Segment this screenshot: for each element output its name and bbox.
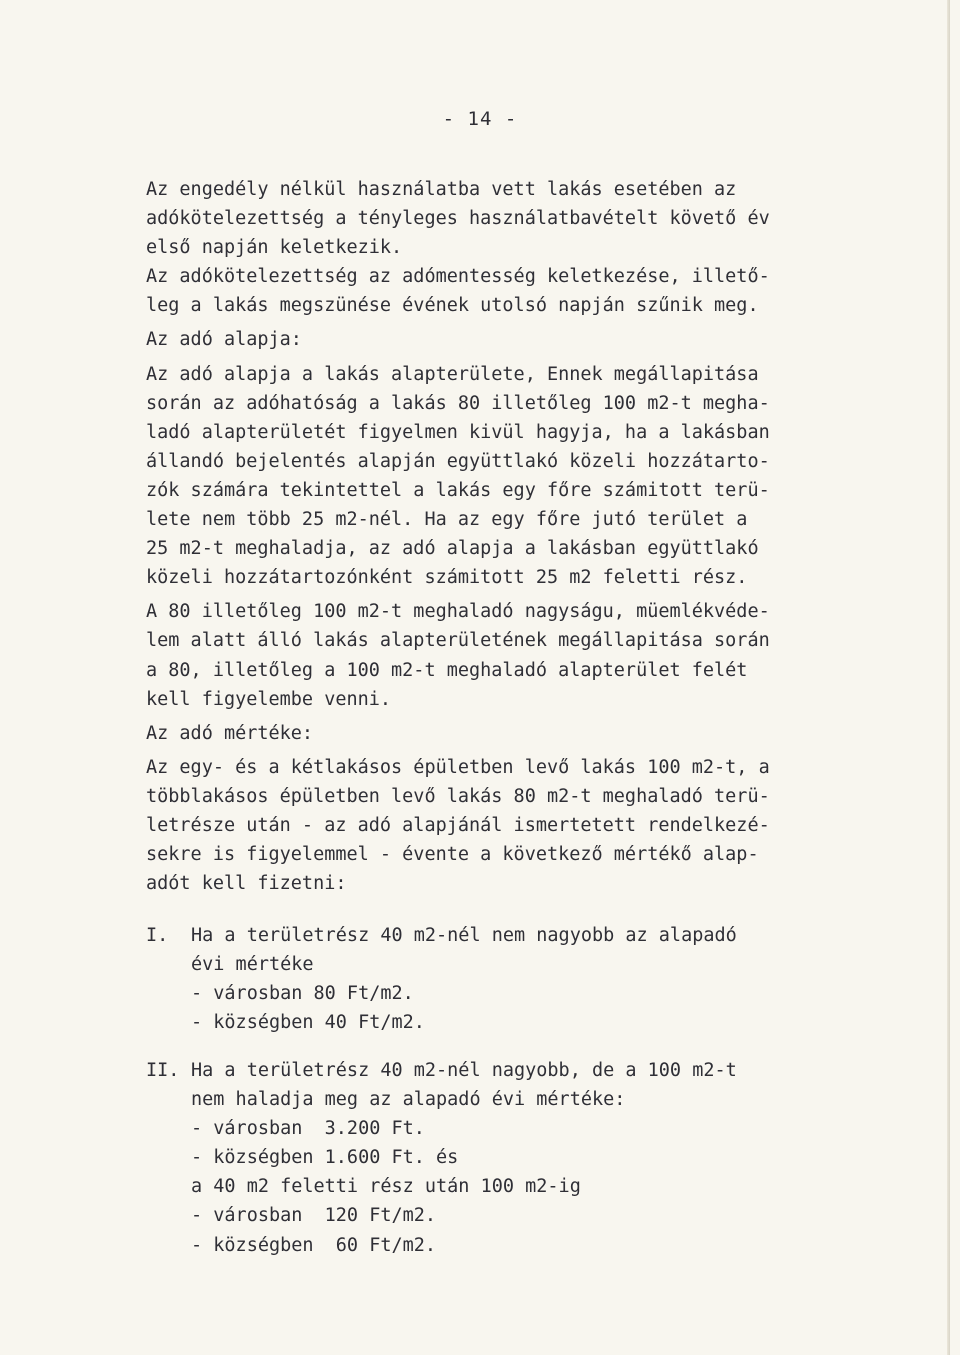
section-heading-tax-rate: Az adó mértéke: [146,722,314,744]
document-body [146,175,826,898]
text-line: A 80 illetőleg 100 m2-t meghaladó nagyságu, müemlékvéde- [146,601,770,623]
text-line: Az adókötelezettség az adómentesség keletkezése, illető- [146,266,770,288]
text-line: 25 m2-t meghaladja, az adó alapja a lakásban együttlakó [146,538,759,560]
paragraph-tax-rate [146,753,826,898]
text-line: leg a lakás megszünése évének utolsó napján szűnik meg. [146,295,759,317]
list-item-ii [146,1056,826,1260]
list-item-i [146,921,826,1037]
text-line: lete nem több 25 m2-nél. Ha az egy főre jutó terület a [146,509,748,531]
text-line: - községben 40 Ft/m2. [191,1012,425,1034]
text-line: többlakásos épületben levő lakás 80 m2-t meghaladó terü- [146,785,770,807]
text-line: - községben 1.600 Ft. és [191,1147,459,1169]
text-line: állandó bejelentés alapján együttlakó közeli hozzátarto- [146,450,770,472]
section-heading-tax-base: Az adó alapja: [146,329,302,351]
text-line: lem alatt álló lakás alapterületének megállapitása során [146,630,770,652]
text-line: első napján keletkezik. [146,237,403,259]
page-number: - 14 - [442,108,518,130]
text-line: Ha a területrész 40 m2-nél nagyobb, de a 100 m2-t [191,1060,737,1081]
text-line: nem haladja meg az alapadó évi mértéke: [191,1089,626,1111]
text-line: Ha a területrész 40 m2-nél nem nagyobb az alapadó [191,925,737,946]
text-line: - városban 3.200 Ft. [191,1118,425,1140]
text-line: kell figyelembe venni. [146,688,392,710]
text-line: során az adóhatóság a lakás 80 illetőleg 100 m2-t megha- [146,392,770,414]
text-line: letrésze után - az adó alapjánál ismertetett rendelkezé- [146,814,770,836]
text-line: - városban 80 Ft/m2. [191,983,414,1005]
text-line: zók számára tekintettel a lakás egy főre számitott terü- [146,479,770,501]
page-edge [947,0,950,1355]
text-line: sekre is figyelemmel - évente a következő mértékő alap- [146,844,759,866]
text-line: - községben 60 Ft/m2. [191,1234,437,1256]
paragraph-monument [146,597,826,713]
list-marker: I. [146,925,169,946]
text-line: a 80, illetőleg a 100 m2-t meghaladó alapterület felét [146,659,748,681]
text-line: Az engedély nélkül használatba vett lakás esetében az [146,179,737,200]
text-line: évi mértéke [191,954,314,976]
text-line: - városban 120 Ft/m2. [191,1205,437,1227]
paragraph-obligation [146,175,826,320]
text-line: a 40 m2 feletti rész után 100 m2-ig [191,1176,581,1198]
text-line: Az egy- és a kétlakásos épületben levő lakás 100 m2-t, a [146,756,770,778]
paragraph-tax-base [146,360,826,593]
text-line: ladó alapterületét figyelmen kivül hagyja, ha a lakásban [146,421,770,443]
text-line: adót kell fizetni: [146,873,347,895]
text-line: közeli hozzátartozónként számitott 25 m2 feletti rész. [146,567,748,589]
list-marker: II. [146,1060,180,1081]
text-line: adókötelezettség a tényleges használatbavételt követő év [146,208,770,230]
text-line: Az adó alapja a lakás alapterülete, Ennek megállapitása [146,363,759,385]
